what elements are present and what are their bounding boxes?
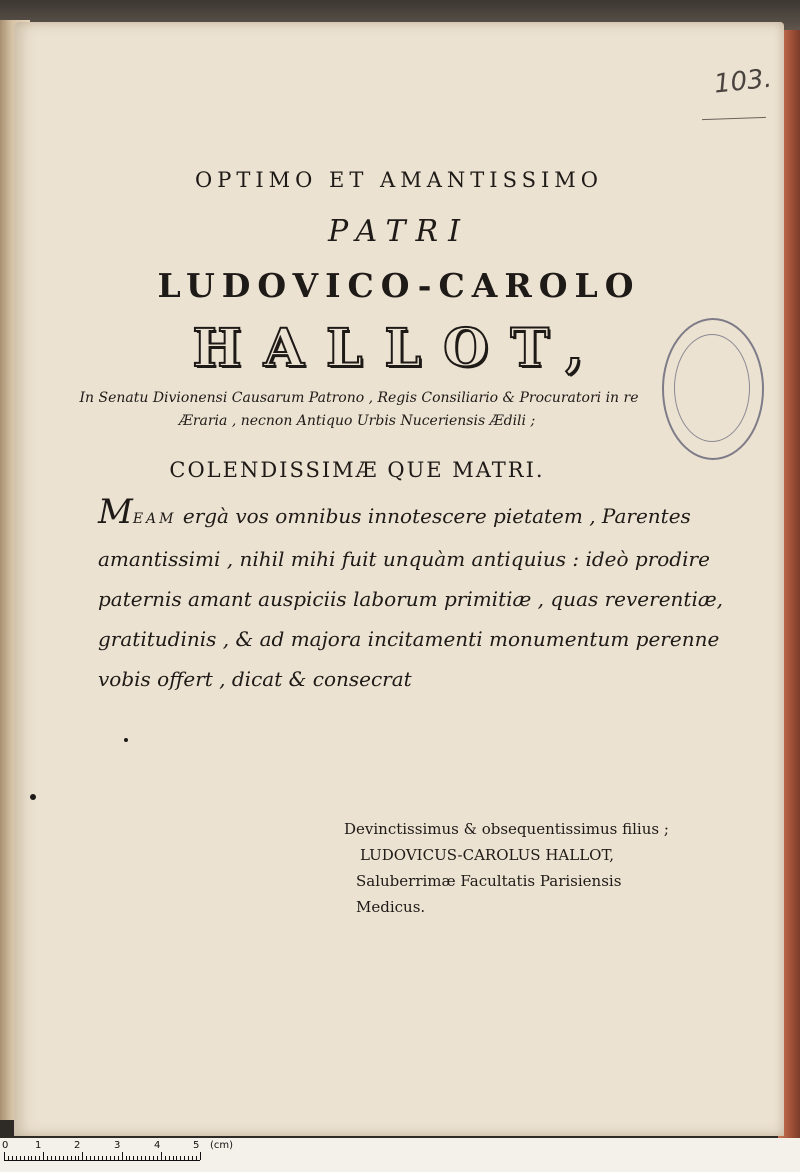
- ruler-tick: [8, 1156, 9, 1160]
- ruler-tick: [43, 1152, 44, 1160]
- ruler-tick: [67, 1156, 68, 1160]
- ruler-tick: [118, 1156, 119, 1160]
- ruler-tick: [153, 1156, 154, 1160]
- ruler-tick: [82, 1152, 83, 1160]
- ruler-tick: [90, 1156, 91, 1160]
- ruler-tick: [165, 1156, 166, 1160]
- ruler-tick: [20, 1156, 21, 1160]
- ruler-tick: [149, 1156, 150, 1160]
- paragraph-line-5: vobis offert , dicat & consecrat: [98, 667, 412, 691]
- ruler-tick: [71, 1156, 72, 1160]
- paragraph-line-2: amantissimi , nihil mihi fuit unquàm antiquius : ideò prodire: [98, 547, 710, 571]
- paragraph-line-3: paternis amant auspiciis laborum primitiæ , quas reverentiæ,: [98, 587, 724, 611]
- ruler-tick: [122, 1152, 123, 1160]
- ink-spot: [30, 794, 36, 800]
- stamp-inner-ring: [674, 334, 750, 442]
- ruler-tick: [55, 1156, 56, 1160]
- ruler-tick: [126, 1156, 127, 1160]
- document-page: [14, 22, 784, 1136]
- signature-line-2: LUDOVICUS-CAROLUS HALLOT,: [360, 846, 615, 864]
- ruler-tick: [133, 1156, 134, 1160]
- ruler-tick: [102, 1156, 103, 1160]
- dedication-paragraph: [98, 492, 724, 699]
- library-stamp: [662, 318, 764, 460]
- ruler-tick: [35, 1156, 36, 1160]
- dedication-line-3: LUDOVICO-CAROLO: [157, 266, 641, 305]
- ruler-tick: [59, 1156, 60, 1160]
- ruler-tick: [31, 1156, 32, 1160]
- ruler-label: (cm): [210, 1140, 234, 1151]
- drop-cap: M: [98, 492, 133, 532]
- ruler-tick: [51, 1156, 52, 1160]
- ruler-tick: [78, 1156, 79, 1160]
- ruler-tick: [75, 1156, 76, 1160]
- ruler-tick: [184, 1156, 185, 1160]
- ruler-label: 5: [193, 1140, 200, 1151]
- folio-underline: [702, 117, 766, 120]
- ruler-label: 2: [74, 1140, 81, 1151]
- signature-line-1: Devinctissimus & obsequentissimus filius ;: [344, 820, 669, 838]
- scale-ruler: [0, 1138, 800, 1172]
- ruler-tick: [129, 1156, 130, 1160]
- ruler-tick: [192, 1156, 193, 1160]
- ink-spot: [124, 738, 128, 742]
- ruler-label: 0: [2, 1140, 9, 1151]
- small-caps: EAM: [132, 511, 177, 527]
- ruler-tick: [12, 1156, 13, 1160]
- dedication-line-4: HALLOT,: [192, 318, 606, 379]
- paragraph-line-1: [98, 492, 691, 539]
- ruler-tick: [16, 1156, 17, 1160]
- ruler-tick: [176, 1156, 177, 1160]
- ruler-tick: [137, 1156, 138, 1160]
- ruler-tick: [94, 1156, 95, 1160]
- ruler-tick: [114, 1156, 115, 1160]
- ruler-tick: [145, 1156, 146, 1160]
- dedication-line-7: COLENDISSIMÆ QUE MATRI.: [169, 458, 545, 482]
- ruler-tick: [47, 1156, 48, 1160]
- ruler-line: [4, 1160, 200, 1161]
- ruler-tick: [24, 1156, 25, 1160]
- ruler-tick: [196, 1156, 197, 1160]
- ruler-label: 3: [114, 1140, 121, 1151]
- ruler-label: 4: [154, 1140, 161, 1151]
- ruler-tick: [63, 1156, 64, 1160]
- signature-line-4: Medicus.: [356, 898, 426, 916]
- ruler-tick: [28, 1156, 29, 1160]
- dedication-line-2: PATRI: [328, 214, 470, 249]
- ruler-tick: [161, 1152, 162, 1160]
- dedication-line-5: In Senatu Divionensi Causarum Patrono , Regis Consiliario & Procuratori in re: [79, 390, 639, 406]
- paragraph-line-4: gratitudinis , & ad majora incitamenti monumentum perenne: [98, 627, 720, 651]
- dedication-line-6: Æraria , necnon Antiquo Urbis Nuceriensis Ædili ;: [178, 413, 536, 429]
- ruler-tick: [106, 1156, 107, 1160]
- ruler-label: 1: [35, 1140, 42, 1151]
- ruler-tick: [141, 1156, 142, 1160]
- ruler-tick: [188, 1156, 189, 1160]
- signature-line-3: Saluberrimæ Facultatis Parisiensis: [356, 872, 622, 890]
- ruler-tick: [110, 1156, 111, 1160]
- ruler-tick: [86, 1156, 87, 1160]
- ruler-tick: [180, 1156, 181, 1160]
- signature-block: [344, 816, 669, 920]
- ruler-tick: [200, 1152, 201, 1160]
- ruler-tick: [157, 1156, 158, 1160]
- paragraph-line-1-rest: ergà vos omnibus innotescere pietatem , Parentes: [176, 504, 691, 528]
- dedication-line-1: OPTIMO ET AMANTISSIMO: [195, 168, 603, 192]
- ruler-tick: [169, 1156, 170, 1160]
- ruler-tick: [173, 1156, 174, 1160]
- folio-number: 103.: [712, 63, 774, 100]
- ruler-tick: [39, 1156, 40, 1160]
- ruler-tick: [98, 1156, 99, 1160]
- ruler-tick: [4, 1152, 5, 1160]
